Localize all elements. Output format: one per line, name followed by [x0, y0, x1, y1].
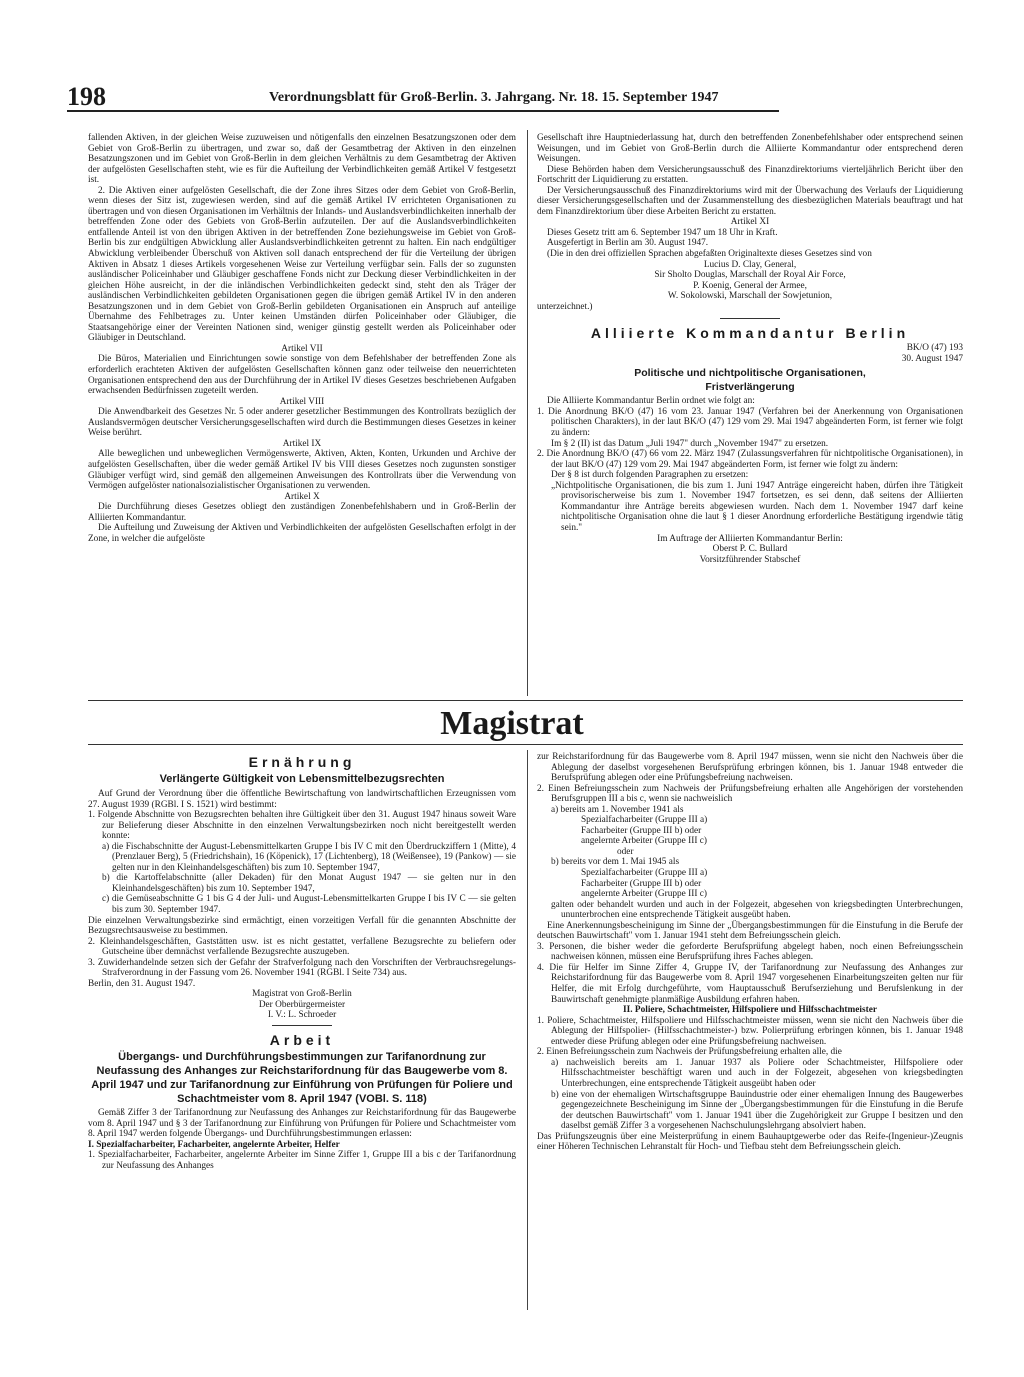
paragraph: unterzeichnet.): [537, 301, 593, 312]
section-subtitle: Fristverlängerung: [705, 381, 795, 394]
signatory: Lucius D. Clay, General,: [703, 259, 797, 270]
paragraph: 3. Personen, die bisher weder die geforderte Berufsprüfung abgelegt haben, noch einen Befreiungsschein nachweisen können, müssen eine Berufsprüfung ihres Faches ablegen.: [537, 941, 963, 963]
left-top-column: [88, 133, 516, 544]
right-top-column: [537, 133, 963, 565]
paragraph: Berlin, den 31. August 1947.: [88, 978, 196, 989]
paragraph: 2. Die Aktiven einer aufgelösten Gesellschaft, die der Zone ihres Sitzes oder dem Gebiet von Groß-Berlin, wenn dieses der Sitz ist, zugewiesen werden, sind auf die gemäß Artikel IV errichteten Organisationen zu übertragen und von diesen Organisationen im Verhältnis der Inlands- und Auslandsverbindlichkeiten innerhalb der betreffenden Zone oder des Gebiets von Groß-Berlin aufzuteilen. Der auf die Auslandsverbindlichkeiten entfallende Anteil ist von den übrigen Aktiven in der betreffenden Zone beziehungsweise im Gebiet von Groß-Berlin bis zur endgültigen Abwicklung aller Auslandsverbindlichkeiten getrennt zu halten. Ein nach endgültiger Abwicklung verbleibender Überschuß von Aktiven soll danach entsprechend der für die Verteilung der übrigen Aktiven in Absatz 1 dieses Artikels vorgesehenen Weise zur Verteilung verfügbar sein. Falls der so zugunsten ausländischer Policeinhaber und Gläubiger geschaffene Fonds nicht zur Deckung dieser Verbindlichkeiten in der gleichen Höhe ausreicht, in der die inländischen Verbindlichkeiten gedeckt sind, steht den als Träger der ausländischen Verbindlichkeiten gebildeten Organisationen gegen die übrigen gemäß Artikel IV in den anderen Besatzungszonen und in dem Gebiet von Groß-Berlin gebildeten Organisationen ein Anspruch auf anteilige Übernahme des Fehlbetrages zu. Unter keinen Umständen dürfen Policeinhaber oder Gläubiger, die Staatsangehörige einer der Vereinten Nationen sind, weniger günstig gestellt werden als Policeinhaber oder Gläubiger in Deutschland.: [88, 185, 516, 344]
left-bottom-column: [88, 752, 516, 1171]
section-title: Alliierte Kommandantur Berlin: [590, 325, 910, 342]
paragraph: galten oder behandelt wurden und auch in der Folgezeit, abgesehen von kriegsbedingten Unterbrechungen, ununterbrochen eine entsprechende Tätigkeit ausgeübt haben.: [551, 899, 963, 921]
paragraph: 1. Die Anordnung BK/O (47) 16 vom 23. Januar 1947 (Verfahren bei der Anerkennung von Organisationen politischen Charakters), in der laut BK/O (47) 129 vom 29. Mai 1947 abgeänderten Form, ist ferner wie folgt zu ändern:: [537, 406, 963, 439]
paragraph: Die Alliierte Kommandantur Berlin ordnet wie folgt an:: [547, 396, 755, 407]
paragraph: Die Aufteilung und Zuweisung der Aktiven und Verbindlichkeiten der aufgelösten Gesellschaften erfolgt in der Zone, in welcher die aufgelöste: [88, 523, 516, 544]
paragraph: b) eine von der ehemaligen Wirtschaftsgruppe Bauindustrie oder einer ehemaligen Innung des Baugewerbes gegengezeichnete Bescheinigung im Sinne der „Übergangsbestimmungen für die Einstufung in die Berufe der deutschen Bauwirtschaft" vom 1. Januar 1941 über die Zugehörigkeit zur Gruppe I besitzen und den daselbst gemäß Ziffer 3 a vorgesehenen Nachschulungslehrgang absolviert haben.: [551, 1089, 963, 1132]
section-subtitle: Verlängerte Gültigkeit von Lebensmittelbezugsrechten: [159, 773, 445, 785]
paragraph: 1. Poliere, Schachtmeister, Hilfspoliere und Hilfsschachtmeister müssen, wenn sie nicht den Nachweis über die Ablegung der Hilfspolier- (Hilfsschachtmeister-) bzw. Polierprüfung erbringen können, bis 1. Januar 1948 entweder diese Prüfung ablegen oder eine Prüfungsbefreiung nachweisen.: [537, 1015, 963, 1047]
paragraph: 4. Die für Helfer im Sinne Ziffer 4, Gruppe IV, der Tarifanordnung zur Neufassung des Anhanges zur Reichstarifordnung für das Baugewerbe vom 8. April 1947 vorgesehenen Einarbeitungszeiten gelten nur für Helfer, die mit Erfolg durchgeführte, vom Hauptausschuß Berufserziehung und Berufslenkung in der Bauwirtschaft genehmigte planmäßige Ausbildung erfahren haben.: [537, 962, 963, 1005]
article-heading: Artikel IX: [282, 438, 322, 449]
signatory: Der Oberbürgermeister: [258, 999, 346, 1010]
paragraph: 2. Einen Befreiungsschein zum Nachweis der Prüfungsbefreiung erhalten alle Angehörigen der vorstehenden Berufsgruppen III a bis c, wenn sie nachweislich: [537, 783, 963, 805]
paragraph: Gemäß Ziffer 3 der Tarifanordnung zur Neufassung des Anhanges zur Reichstarifordnung für das Baugewerbe vom 8. April 1947 und § 3 der Tarifanordnung zur Einführung von Prüfungen für Poliere und Schachtmeister vom 8. April 1947 werden folgende Übergangs- und Durchführungsbestimmungen erlassen:: [88, 1108, 516, 1140]
paragraph: fallenden Aktiven, in der gleichen Weise zuzuweisen und nötigenfalls den einzelnen Besatzungszonen oder dem Gebiet von Groß-Berlin zu übertragen, und zwar so, daß der Gesamtbetrag der Aktiven in den einzelnen Besatzungszonen und im Gebiet von Groß-Berlin in dem gleichen Verhältnis zu dem Gesamtbetrag der Aktiven der aufgelösten Gesellschaften steht, wie es für die Aufteilung der Verbindlichkeiten gemäß Artikel V festgesetzt ist.: [88, 133, 516, 186]
paragraph: Die Büros, Materialien und Einrichtungen sowie sonstige von dem Befehlshaber der betreffenden Zone als erforderlich erachteten Aktiven der aufgelösten Gesellschaften können ganz oder teilweise den neuerrichteten Organisationen entsprechend den aus der Durchführung der in Artikel IV dieses Gesetzes beschriebenen Aufgaben erwachsenden Bedürfnissen zugeteilt werden.: [88, 354, 516, 397]
signatory: I. V.: L. Schroeder: [267, 1010, 337, 1021]
paragraph-heading: II. Poliere, Schachtmeister, Hilfspoliere und Hilfsschachtmeister: [623, 1005, 877, 1016]
paragraph: „Nichtpolitische Organisationen, die bis zum 1. Juni 1947 Anträge eingereicht haben, dürfen ihre Tätigkeit provisorischerweise bis zum 1. November 1947 fortsetzen, es sei denn, daß seitens der Alliierten Kommandantur ihre Anträge bereits abgewiesen wurden. Nach dem 1. November 1947 darf keine nichtpolitische Organisation ohne die laut § 1 dieser Anordnung erforderliche Bestätigung irgendwie tätig sein.": [551, 480, 963, 533]
paragraph: Die einzelnen Verwaltungsbezirke sind ermächtigt, einen vorzeitigen Verfall für die genannten Abschnitte der Bezugsrechtsausweise zu bestimmen.: [88, 915, 516, 937]
paragraph: Eine Anerkennungsbescheinigung im Sinne der „Übergangsbestimmungen für die Einstufung in die Berufe der deutschen Bauwirtschaft" vom 1. Januar 1941 steht dem Befreiungsschein gleich.: [537, 920, 963, 942]
section-subtitle: Übergangs- und Durchführungsbestimmungen zur Tarifanordnung zur Neufassung des Anhanges zur Reichstarifordnung für das Baugewerbe vom 8. April 1947 und zur Tarifanordnung zur Einführung von Prüfungen für Poliere und Schachtmeister vom 8. April 1947 (VOBl. S. 118): [91, 1051, 513, 1106]
separator: [272, 1025, 332, 1026]
right-bottom-column: [537, 752, 963, 1153]
reference-date: 30. August 1947: [901, 353, 963, 364]
signatory: Vorsitzführender Stabschef: [699, 554, 801, 565]
list-item: Facharbeiter (Gruppe III b) oder: [581, 878, 702, 889]
paragraph: 2. Die Anordnung BK/O (47) 66 vom 22. März 1947 (Zulassungsverfahren für nichtpolitische Organisationen), in der laut BK/O (47) 129 vom 29. Mai 1947 abgeänderten Form, ist ferner wie folgt zu ändern:: [537, 449, 963, 470]
paragraph: b) die Kartoffelabschnitte (aller Dekaden) für den Monat August 1947 — sie gelten nur in den Kleinhandelsgeschäften) bis zum 10. September 1947,: [102, 873, 516, 894]
paragraph: 2. Kleinhandelsgeschäften, Gaststätten usw. ist es nicht gestattet, verfallene Bezugsrechte zu beliefern oder Gutscheine über demnächst verfallende Bezugsrechte auszugeben.: [88, 936, 516, 958]
paragraph: Das Prüfungszeugnis über eine Meisterprüfung in einem Bauhauptgewerbe oder das Reife-(Ingenieur-)Zeugnis einer Höheren Technischen Lehranstalt für Hoch- und Tiefbau steht dem Befreiungsschein gleich.: [537, 1131, 963, 1153]
running-title: Verordnungsblatt für Groß-Berlin. 3. Jahrgang. Nr. 18. 15. September 1947: [269, 90, 719, 105]
paragraph: c) die Gemüseabschnitte G 1 bis G 4 der Juli- und August-Lebensmittelkarten Gruppe I bis IV C — sie gelten bis zum 30. September 1947.: [102, 894, 516, 916]
paragraph: Alle beweglichen und unbeweglichen Vermögenswerte, Aktiven, Akten, Konten, Urkunden und Archive der aufgelösten Gesellschaften, über die weder gemäß Artikel IV bis VIII dieses Gesetzes noch zugunsten sonstiger Gläubiger verfügt wird, sind gemäß den allgemeinen Anweisungen des Kontrollrats über die Verwendung von Vermögen aufgelöster nationalsozialistischer Organisationen zu verwenden.: [88, 449, 516, 492]
paragraph: a) bereits am 1. November 1941 als: [551, 804, 684, 815]
paragraph: Im § 2 (II) ist das Datum „Juli 1947" durch „November 1947" zu ersetzen.: [551, 438, 829, 449]
list-item: Spezialfacharbeiter (Gruppe III a): [581, 815, 708, 826]
magistrat-heading: Magistrat: [440, 705, 584, 742]
paragraph-heading: I. Spezialfacharbeiter, Facharbeiter, angelernte Arbeiter, Helfer: [88, 1139, 340, 1150]
paragraph: Auf Grund der Verordnung über die öffentliche Bewirtschaftung von landwirtschaftlichen Erzeugnissen vom 27. August 1939 (RGBl. I S. 1521) wird bestimmt:: [88, 789, 516, 810]
separator: [720, 318, 780, 319]
section-title: Ernährung: [248, 754, 356, 770]
paragraph: Die Durchführung dieses Gesetzes obliegt den zuständigen Zonenbefehlshabern und in Groß-Berlin der Alliierten Kommandantur.: [88, 502, 516, 523]
page-header: [67, 82, 779, 112]
list-item: Facharbeiter (Gruppe III b) oder: [581, 825, 702, 836]
page-number: 198: [67, 82, 106, 111]
article-heading: Artikel VIII: [279, 396, 325, 407]
paragraph: (Die in den drei offiziellen Sprachen abgefaßten Originaltexte dieses Gesetzes sind von: [547, 249, 872, 260]
paragraph: 3. Zuwiderhandelnde setzen sich der Gefahr der Strafverfolgung nach den Vorschriften der Verbrauchsregelungs-Strafverordnung in der Fassung vom 26. November 1941 (RGBl. I Seite 734) aus.: [88, 957, 516, 979]
section-title: Arbeit: [269, 1032, 335, 1049]
signatory: Im Auftrage der Alliierten Kommandantur Berlin:: [657, 533, 843, 544]
signatory: Magistrat von Groß-Berlin: [252, 989, 352, 1000]
paragraph: Der § 8 ist durch folgenden Paragraphen zu ersetzen:: [551, 470, 749, 481]
signatory: W. Sokolowski, Marschall der Sowjetunion,: [667, 291, 833, 302]
article-heading: Artikel XI: [730, 217, 770, 228]
paragraph: Dieses Gesetz tritt am 6. September 1947 um 18 Uhr in Kraft.: [547, 227, 778, 238]
list-item: angelernte Arbeiter (Gruppe III c): [581, 836, 707, 847]
paragraph: Gesellschaft ihre Hauptniederlassung hat, durch den betreffenden Zonenbefehlshaber oder entsprechend seinen Weisungen, und im Gebiet von Groß-Berlin durch die Alliierte Kommandantur oder entsprechend deren Weisungen.: [537, 133, 963, 165]
paragraph: Ausgefertigt in Berlin am 30. August 1947.: [547, 238, 709, 249]
section-subtitle: Politische und nichtpolitische Organisationen,: [634, 367, 866, 380]
paragraph: Der Versicherungsausschuß des Finanzdirektoriums wird mit der Überwachung des Verlaufs der Liquidierung dieser Versicherungsgesellschaften und der Zusammenstellung des diesbezüglichen Materials beauftragt und hat dem Finanzdirektorium über diese Arbeiten Bericht zu erstatten.: [537, 185, 963, 217]
paragraph: 1. Spezialfacharbeiter, Facharbeiter, angelernte Arbeiter im Sinne Ziffer 1, Gruppe III a bis c der Tarifanordnung zur Neufassung des Anhanges: [88, 1150, 516, 1171]
signatory: P. Koenig, General der Armee,: [693, 280, 807, 291]
paragraph: a) nachweislich bereits am 1. Januar 1937 als Poliere oder Schachtmeister, Hilfspoliere oder Hilfsschachtmeister beschäftigt waren und auch in der Folgezeit, abgesehen von kriegsbedingten Unterbrechungen, eine entsprechende Tätigkeit ausgeübt haben oder: [551, 1057, 963, 1089]
paragraph: 1. Folgende Abschnitte von Bezugsrechten behalten ihre Gültigkeit über den 31. August 1947 hinaus soweit Ware zur Belieferung dieser Abschnitte in den einzelnen Verwaltungsbezirken noch nicht bereitgestellt werden konnte:: [88, 810, 516, 842]
paragraph: a) die Fischabschnitte der August-Lebensmittelkarten Gruppe I bis IV C mit den Überdruckziffern 1 (Mitte), 4 (Prenzlauer Berg), 5 (Friedrichshain), 16 (Köpenick), 17 (Lichtenberg), 18 (Weißensee), 19 (Pankow) — sie gelten nur in den Kleinhandelsgeschäften) bis zum 10. September 1947,: [102, 841, 516, 873]
section-rule: [88, 700, 963, 701]
article-heading: Artikel VII: [281, 343, 323, 354]
paragraph: Die Anwendbarkeit des Gesetzes Nr. 5 oder anderer gesetzlicher Bestimmungen des Kontrollrats bezüglich der Auslandsvermögen deutscher Versicherungsgesellschaften wird durch die Bestimmungen dieses Gesetzes in keiner Weise berührt.: [88, 407, 516, 439]
paragraph: zur Reichstarifordnung für das Baugewerbe vom 8. April 1947 müssen, wenn sie nicht den Nachweis über die Ablegung der daselbst vorgesehenen Berufsprüfung erbringen können, bis 1. Januar 1948 entweder die Berufsprüfung ablegen oder eine Prüfungsbefreiung nachweisen.: [537, 752, 963, 784]
paragraph: 2. Einen Befreiungsschein zum Nachweis der Prüfungsbefreiung erhalten alle, die: [537, 1047, 842, 1058]
column-divider: [527, 130, 528, 696]
list-item: angelernte Arbeiter (Gruppe III c): [581, 889, 707, 900]
signatory: Oberst P. C. Bullard: [712, 544, 788, 555]
reference-number: BK/O (47) 193: [906, 343, 963, 354]
signatory: Sir Sholto Douglas, Marschall der Royal Air Force,: [654, 270, 846, 281]
section-rule: [88, 744, 963, 745]
list-item: oder: [617, 846, 634, 857]
paragraph: b) bereits vor dem 1. Mai 1945 als: [551, 857, 680, 868]
article-heading: Artikel X: [284, 491, 320, 502]
column-divider: [527, 750, 528, 1310]
list-item: Spezialfacharbeiter (Gruppe III a): [581, 868, 708, 879]
paragraph: Diese Behörden haben dem Versicherungsausschuß des Finanzdirektoriums vierteljährlich Bericht über den Fortschritt der Liquidierung zu erstatten.: [537, 164, 963, 186]
